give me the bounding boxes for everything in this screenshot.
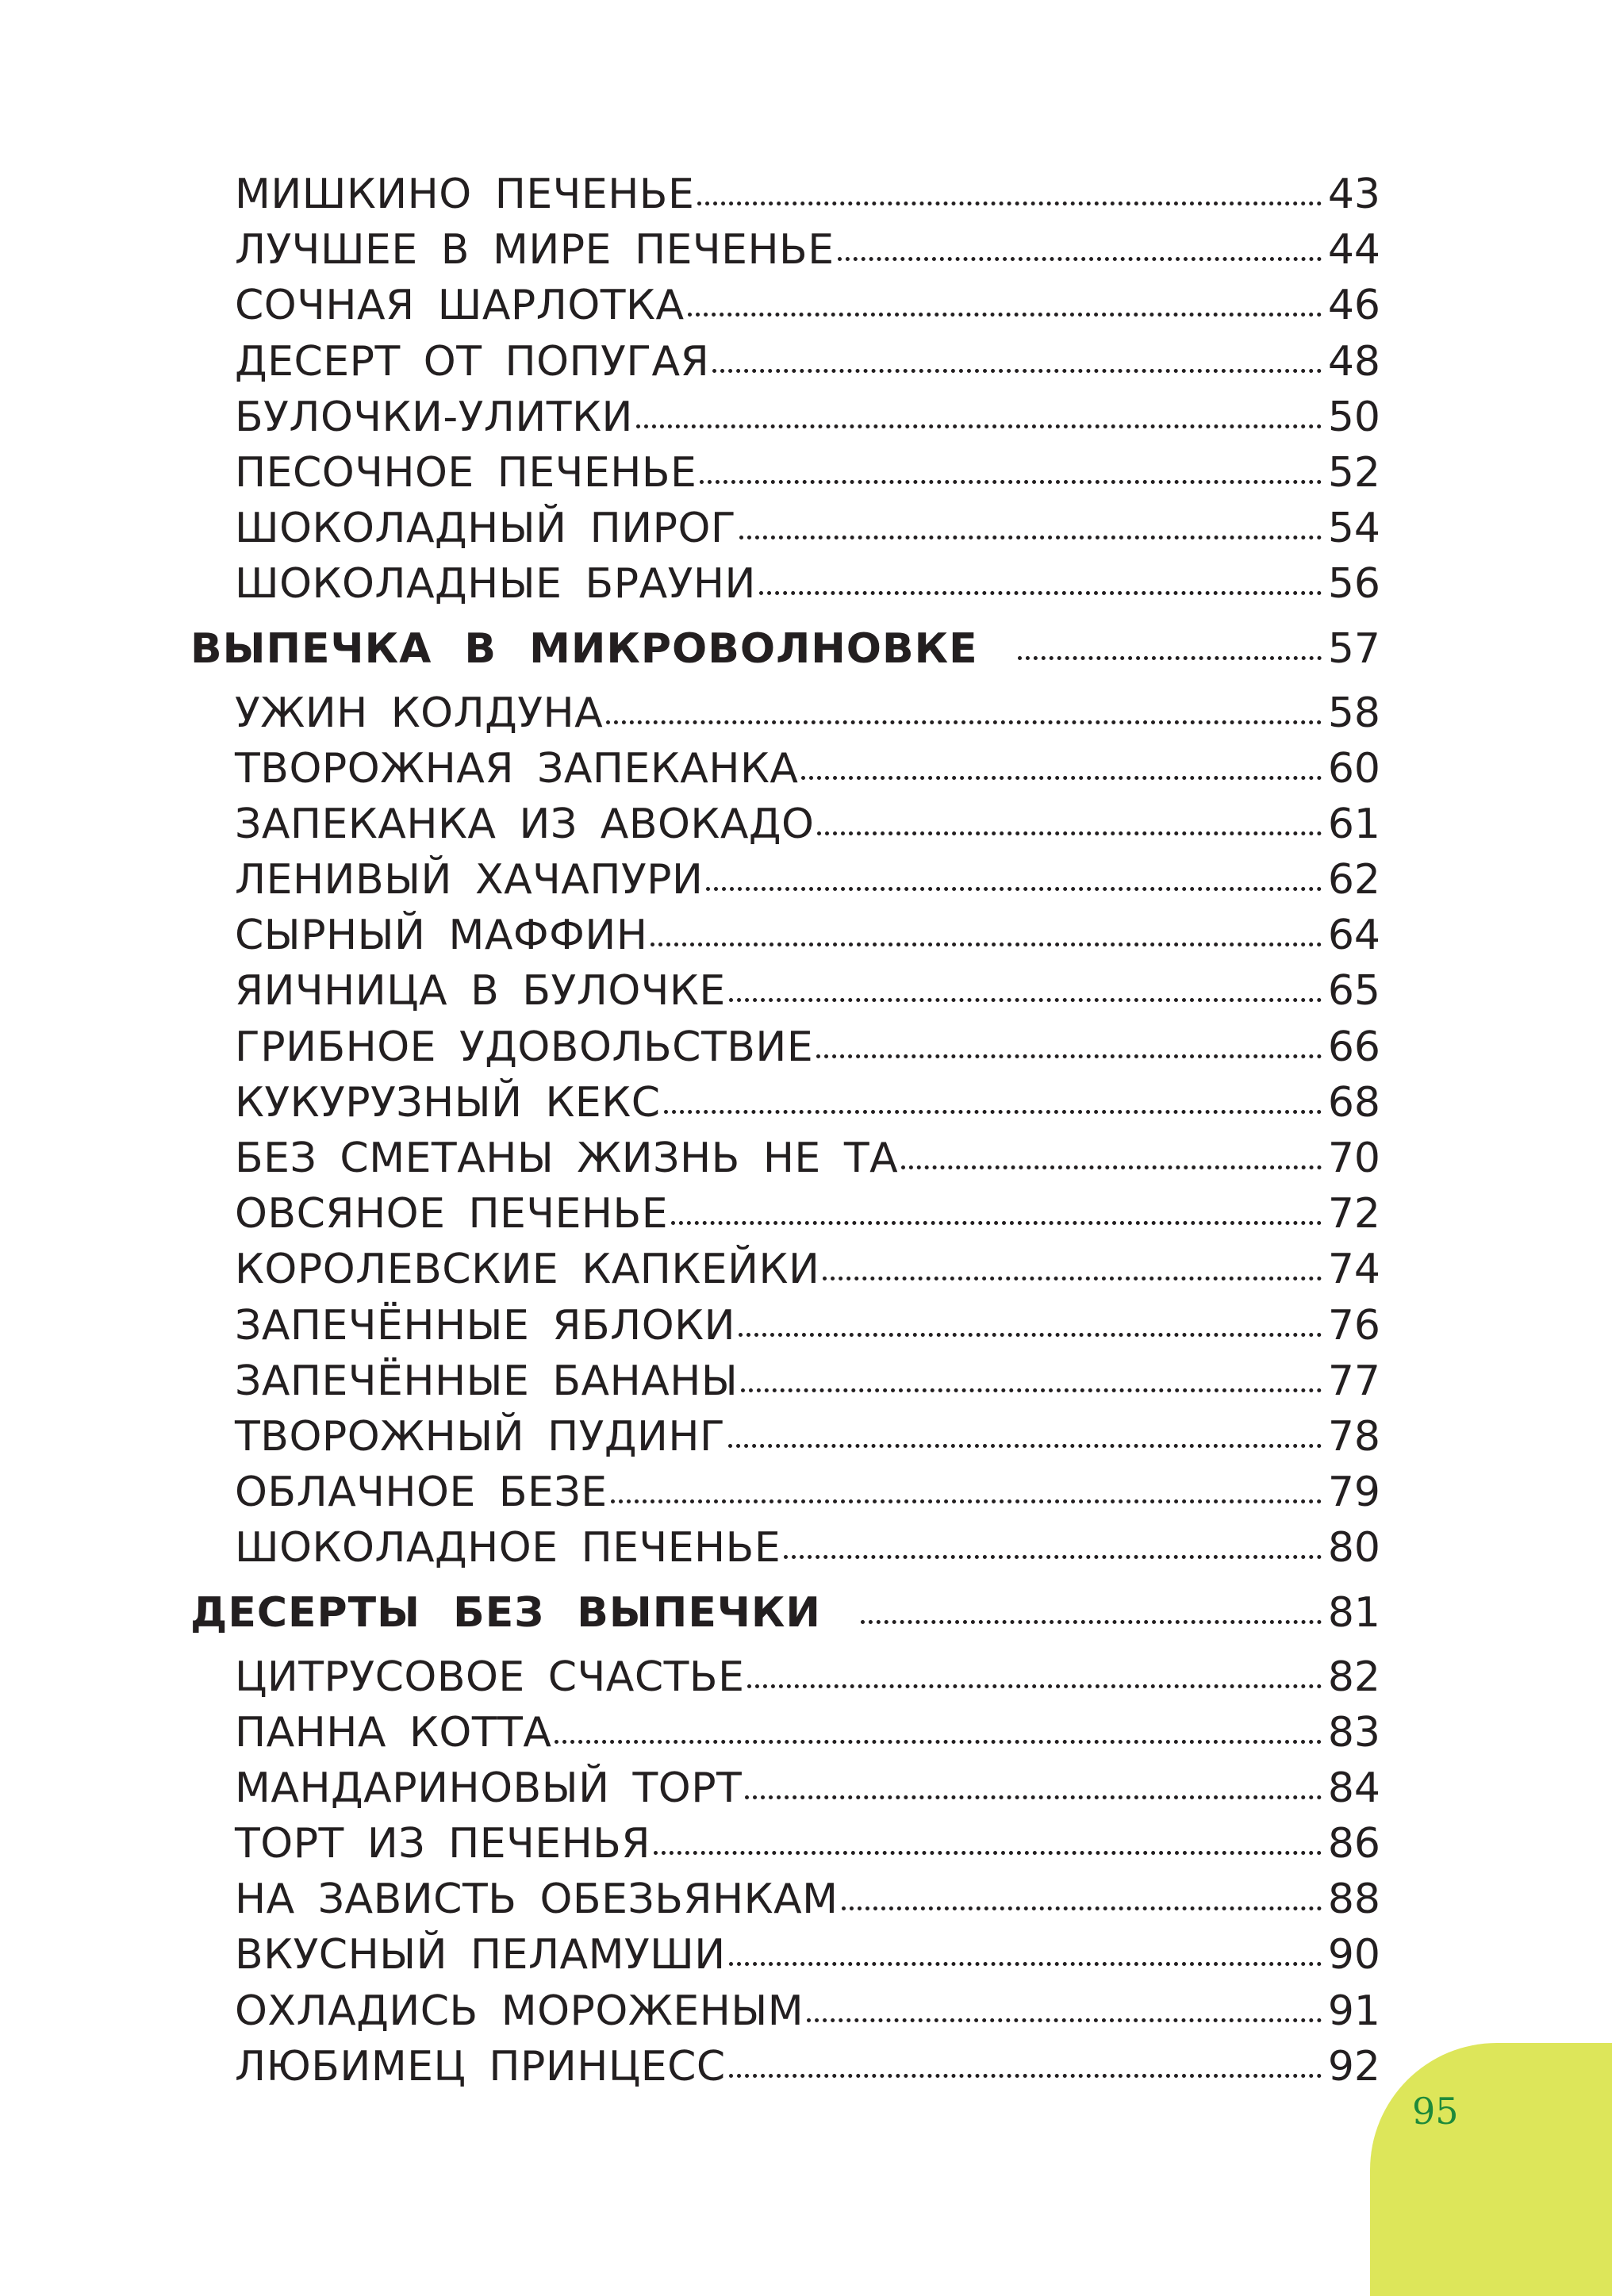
toc-entry-title: ШОКОЛАДНЫЕ БРАУНИ (235, 560, 756, 609)
toc-entry-title: ЗАПЕЧЁННЫЕ БАНАНЫ (235, 1357, 739, 1405)
dot-leader (901, 1165, 1322, 1169)
toc-entry-page: 68 (1327, 1078, 1380, 1127)
toc-entry-title: ЯИЧНИЦА В БУЛОЧКЕ (235, 967, 726, 1016)
toc-entry-page: 90 (1327, 1931, 1380, 1979)
dot-leader (817, 831, 1321, 835)
toc-row-item[interactable] (190, 1242, 1380, 1297)
toc-entry-page: 70 (1327, 1135, 1380, 1182)
toc-entry-page: 58 (1327, 689, 1380, 737)
toc-entry-title: ОБЛАЧНОЕ БЕЗЕ (235, 1469, 608, 1517)
toc-entry-title: ПЕСОЧНОЕ ПЕЧЕНЬЕ (235, 448, 697, 497)
toc-row-item[interactable] (190, 1705, 1380, 1760)
toc-row-item[interactable] (190, 222, 1380, 278)
toc-entry-title: ШОКОЛАДНЫЙ ПИРОГ (235, 505, 737, 553)
dot-leader (712, 369, 1322, 373)
toc-entry-page: 88 (1327, 1876, 1380, 1924)
toc-row-item[interactable] (190, 334, 1380, 390)
dot-leader (636, 424, 1322, 428)
dot-leader (1018, 656, 1322, 660)
toc-entry-title: ВКУСНЫЙ ПЕЛАМУШИ (235, 1931, 726, 1979)
toc-row-item[interactable] (190, 685, 1380, 741)
toc-row-item[interactable] (190, 1872, 1380, 1927)
dot-leader (555, 1740, 1321, 1744)
toc-entry-title: ГРИБНОЕ УДОВОЛЬСТВИЕ (235, 1023, 814, 1071)
toc-entry-title: ЛЮБИМЕЦ ПРИНЦЕСС (235, 2042, 726, 2091)
toc-entry-page: 86 (1327, 1820, 1380, 1868)
toc-row-item[interactable] (190, 1075, 1380, 1131)
toc-entry-title: ЗАПЕЧЁННЫЕ ЯБЛОКИ (235, 1301, 735, 1350)
toc-entry-page: 74 (1327, 1246, 1380, 1294)
toc-row-item[interactable] (190, 1649, 1380, 1705)
toc-entry-page: 76 (1327, 1301, 1380, 1350)
toc-row-section[interactable] (190, 612, 1380, 685)
toc-section-page: 81 (1327, 1588, 1380, 1637)
toc-entry-page: 77 (1327, 1357, 1380, 1405)
toc-entry-title: ЦИТРУСОВОЕ СЧАСТЬЕ (235, 1653, 745, 1701)
dot-leader (739, 1333, 1322, 1337)
dot-leader (688, 313, 1322, 317)
dot-leader (816, 1054, 1322, 1058)
dot-leader (861, 1620, 1322, 1624)
toc-entry-title: БЕЗ СМЕТАНЫ ЖИЗНЬ НЕ ТА (235, 1135, 899, 1182)
dot-leader (700, 480, 1321, 484)
dot-leader (664, 1110, 1322, 1114)
toc-row-item[interactable] (190, 1983, 1380, 2039)
dot-leader (842, 1906, 1322, 1910)
toc-row-item[interactable] (190, 1816, 1380, 1872)
toc-row-item[interactable] (190, 1760, 1380, 1816)
toc-section-title: ВЫПЕЧКА В МИКРОВОЛНОВКЕ (190, 624, 978, 673)
toc-row-item[interactable] (190, 2039, 1380, 2094)
toc-entry-page: 52 (1327, 448, 1380, 497)
toc-section-page: 57 (1327, 624, 1380, 673)
toc-row-item[interactable] (190, 1353, 1380, 1409)
dot-leader (838, 257, 1322, 261)
toc-entry-page: 82 (1327, 1653, 1380, 1701)
toc-row-item[interactable] (190, 1465, 1380, 1520)
toc-entry-page: 92 (1327, 2042, 1380, 2091)
toc-entry-page: 78 (1327, 1412, 1380, 1461)
dot-leader (747, 1684, 1321, 1688)
toc-entry-title: ЛЕНИВЫЙ ХАЧАПУРИ (235, 856, 704, 904)
toc-row-item[interactable] (190, 1298, 1380, 1353)
toc-row-section[interactable] (190, 1576, 1380, 1649)
dot-leader (741, 1388, 1322, 1392)
dot-leader (728, 1444, 1322, 1448)
toc-entry-title: ОВСЯНОЕ ПЕЧЕНЬЕ (235, 1190, 669, 1238)
toc-entry-title: КУКУРУЗНЫЙ КЕКС (235, 1078, 661, 1127)
dot-leader (739, 536, 1322, 539)
toc-entry-page: 50 (1327, 393, 1380, 441)
toc-entry-title: ШОКОЛАДНОЕ ПЕЧЕНЬЕ (235, 1524, 781, 1572)
toc-entry-title: СЫРНЫЙ МАФФИН (235, 912, 648, 960)
toc-entry-page: 84 (1327, 1764, 1380, 1812)
toc-entry-page: 64 (1327, 912, 1380, 960)
dot-leader (784, 1555, 1322, 1559)
toc-row-item[interactable] (190, 167, 1380, 222)
toc-entry-page: 43 (1327, 171, 1380, 218)
toc-row-item[interactable] (190, 852, 1380, 908)
toc-entry-title: ТОРТ ИЗ ПЕЧЕНЬЯ (235, 1820, 651, 1868)
toc-row-item[interactable] (190, 1927, 1380, 1983)
toc-entry-title: ДЕСЕРТ ОТ ПОПУГАЯ (235, 337, 710, 386)
page-corner-tab (1370, 2043, 1612, 2296)
toc-row-item[interactable] (190, 1131, 1380, 1186)
toc-row-item[interactable] (190, 390, 1380, 445)
toc-row-item[interactable] (190, 908, 1380, 963)
toc-entry-page: 60 (1327, 744, 1380, 793)
dot-leader (759, 591, 1322, 595)
dot-leader (651, 943, 1321, 946)
toc-entry-page: 56 (1327, 560, 1380, 609)
toc-row-item[interactable] (190, 445, 1380, 501)
toc-entry-title: ПАННА КОТТА (235, 1708, 552, 1757)
toc-row-item[interactable] (190, 741, 1380, 797)
toc-entry-title: МАНДАРИНОВЫЙ ТОРТ (235, 1764, 743, 1812)
toc-row-item[interactable] (190, 797, 1380, 852)
dot-leader (611, 1499, 1322, 1503)
dot-leader (729, 998, 1322, 1002)
toc-entry-title: КОРОЛЕВСКИЕ КАПКЕЙКИ (235, 1246, 820, 1294)
toc-entry-page: 46 (1327, 282, 1380, 330)
toc-row-item[interactable] (190, 1019, 1380, 1075)
dot-leader (654, 1851, 1322, 1855)
toc-entry-page: 79 (1327, 1469, 1380, 1517)
dot-leader (706, 887, 1321, 891)
page-number: 95 (1412, 2090, 1459, 2133)
toc-entry-title: ЛУЧШЕЕ В МИРЕ ПЕЧЕНЬЕ (235, 226, 835, 275)
toc-entry-page: 80 (1327, 1524, 1380, 1572)
toc-entry-page: 44 (1327, 226, 1380, 275)
toc-row-item[interactable] (190, 501, 1380, 556)
toc-entry-page: 48 (1327, 337, 1380, 386)
toc-section-title: ДЕСЕРТЫ БЕЗ ВЫПЕЧКИ (190, 1588, 821, 1637)
toc-entry-title: ОХЛАДИСЬ МОРОЖЕНЫМ (235, 1987, 804, 2035)
dot-leader (729, 2074, 1322, 2078)
toc-entry-page: 65 (1327, 967, 1380, 1016)
toc-entry-page: 91 (1327, 1987, 1380, 2035)
toc-entry-title: ТВОРОЖНЫЙ ПУДИНГ (235, 1412, 726, 1461)
toc-entry-title: БУЛОЧКИ-УЛИТКИ (235, 393, 633, 441)
toc-row-item[interactable] (190, 963, 1380, 1019)
toc-row-item[interactable] (190, 1520, 1380, 1576)
toc-entry-page: 54 (1327, 505, 1380, 553)
toc-row-item[interactable] (190, 556, 1380, 612)
toc-entry-title: МИШКИНО ПЕЧЕНЬЕ (235, 171, 695, 218)
toc-row-item[interactable] (190, 1186, 1380, 1242)
toc-row-item[interactable] (190, 278, 1380, 333)
table-of-contents (190, 167, 1380, 2094)
toc-entry-title: ТВОРОЖНАЯ ЗАПЕКАНКА (235, 744, 799, 793)
dot-leader (823, 1277, 1321, 1280)
toc-entry-page: 66 (1327, 1023, 1380, 1071)
dot-leader (807, 2018, 1322, 2022)
dot-leader (801, 776, 1321, 780)
dot-leader (671, 1221, 1322, 1225)
toc-entry-title: СОЧНАЯ ШАРЛОТКА (235, 282, 685, 330)
toc-entry-title: УЖИН КОЛДУНА (235, 689, 604, 737)
dot-leader (745, 1795, 1322, 1799)
dot-leader (697, 202, 1321, 205)
dot-leader (729, 1962, 1322, 1966)
toc-entry-page: 61 (1327, 800, 1380, 848)
dot-leader (606, 720, 1322, 724)
toc-entry-title: НА ЗАВИСТЬ ОБЕЗЬЯНКАМ (235, 1876, 839, 1924)
toc-entry-page: 83 (1327, 1708, 1380, 1757)
toc-entry-title: ЗАПЕКАНКА ИЗ АВОКАДО (235, 800, 815, 848)
toc-entry-page: 72 (1327, 1190, 1380, 1238)
toc-entry-page: 62 (1327, 856, 1380, 904)
toc-row-item[interactable] (190, 1409, 1380, 1465)
